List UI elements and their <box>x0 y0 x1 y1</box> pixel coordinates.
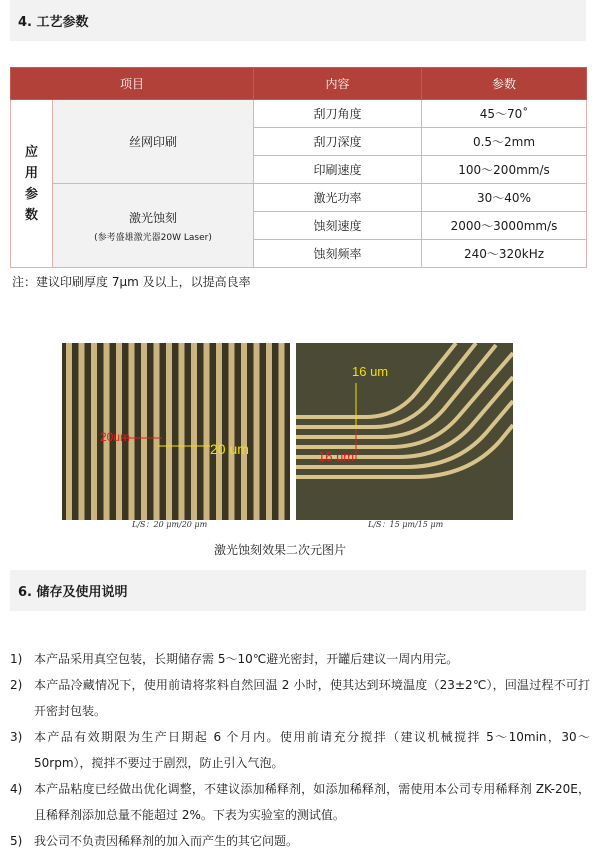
gold-line-stripe <box>91 343 97 520</box>
section-6-header <box>10 570 586 611</box>
list-item <box>10 646 590 672</box>
gold-line-stripe <box>266 343 272 520</box>
value-cell: 2000～3000mm/s <box>422 212 587 240</box>
category-cell <box>11 100 53 268</box>
content-cell: 印刷速度 <box>254 156 422 184</box>
gold-line-stripe <box>204 343 210 520</box>
content-cell: 蚀刻频率 <box>254 240 422 268</box>
measure-label-bottom: 16 um <box>318 449 355 464</box>
table-header-row <box>11 68 587 100</box>
category-label: 应 用 参 数 <box>24 144 38 223</box>
gold-line-stripe <box>254 343 260 520</box>
content-cell: 刮刀角度 <box>254 100 422 128</box>
printing-thickness-note: 注：建议印刷厚度 7μm 及以上，以提高良率 <box>12 275 251 289</box>
content-cell: 激光功率 <box>254 184 422 212</box>
content-cell: 蚀刻速度 <box>254 212 422 240</box>
content-cell: 刮刀深度 <box>254 128 422 156</box>
header-content: 内容 <box>254 68 422 100</box>
gold-line-stripe <box>216 343 222 520</box>
value-cell: 240～320kHz <box>422 240 587 268</box>
gold-line-stripe <box>66 343 72 520</box>
list-number: 1) <box>10 652 23 666</box>
gold-line-stripe <box>79 343 85 520</box>
gold-line-stripe <box>241 343 247 520</box>
gold-line-stripe <box>166 343 172 520</box>
table-row <box>11 184 587 212</box>
figure-caption: 激光蚀刻效果二次元图片 <box>213 543 346 557</box>
section-4-title: 4. 工艺参数 <box>18 15 89 30</box>
list-item <box>10 828 590 854</box>
gold-line-stripe <box>191 343 197 520</box>
gold-line-stripe <box>179 343 185 520</box>
list-text: 我公司不负责因稀释剂的加入而产生的其它问题。 <box>34 834 299 848</box>
item-laser-etching <box>53 184 254 268</box>
item-screen-printing <box>53 100 254 184</box>
gold-line-stripe <box>279 343 285 520</box>
gold-line-stripe <box>141 343 147 520</box>
measure-label-line: 20um <box>100 430 131 444</box>
micrograph-curved-lines <box>296 343 513 520</box>
list-number: 2) <box>10 678 23 692</box>
list-text: 本产品冷藏情况下，使用前请将浆料自然回温 2 小时，使其达到环境温度（23±2℃），回温过程不可打开密封包装。 <box>34 678 590 718</box>
line-space-caption-right: L/S：15 μm/15 μm <box>368 520 444 529</box>
list-text: 本产品粘度已经做出优化调整，不建议添加稀释剂，如添加稀释剂，需使用本公司专用稀释剂 ZK-20E，且稀释剂添加总量不能超过 2%。下表为实验室的测试值。 <box>34 782 590 822</box>
measure-label-space: 20 um <box>210 441 249 457</box>
header-item: 项目 <box>11 68 254 100</box>
measure-label-top: 16 um <box>352 364 389 379</box>
list-text: 本产品有效期限为生产日期起 6 个月内。使用前请充分搅拌（建议机械搅拌 5～10min，30～50rpm），搅拌不要过于剧烈，防止引入气泡。 <box>34 730 590 770</box>
value-cell: 30～40% <box>422 184 587 212</box>
gold-line-stripe <box>229 343 235 520</box>
item-label: 丝网印刷 <box>129 135 178 149</box>
section-6-title: 6. 储存及使用说明 <box>18 585 128 600</box>
storage-usage-list <box>10 646 590 854</box>
value-cell: 0.5～2mm <box>422 128 587 156</box>
micrograph-curved-svg <box>296 343 513 520</box>
list-text: 本产品采用真空包装，长期储存需 5～10℃避光密封，开罐后建议一周内用完。 <box>34 652 459 666</box>
line-space-caption-left: L/S：20 μm/20 μm <box>132 520 208 529</box>
item-sub-note: (参考盛雄激光器20W Laser) <box>94 232 212 243</box>
list-number: 3) <box>10 730 23 744</box>
table-row <box>11 100 587 128</box>
micrograph-straight-lines <box>62 343 290 520</box>
list-number: 4) <box>10 782 23 796</box>
value-cell: 100～200mm/s <box>422 156 587 184</box>
list-item <box>10 724 590 776</box>
micrograph-straight-svg <box>62 343 290 520</box>
gold-line-stripe <box>154 343 160 520</box>
section-4-header <box>10 0 586 41</box>
list-number: 5) <box>10 834 23 848</box>
header-parameter: 参数 <box>422 68 587 100</box>
item-label: 激光蚀刻 <box>129 210 178 225</box>
list-item <box>10 672 590 724</box>
value-cell: 45～70˚ <box>422 100 587 128</box>
process-parameters-table <box>10 67 587 268</box>
list-item <box>10 776 590 828</box>
